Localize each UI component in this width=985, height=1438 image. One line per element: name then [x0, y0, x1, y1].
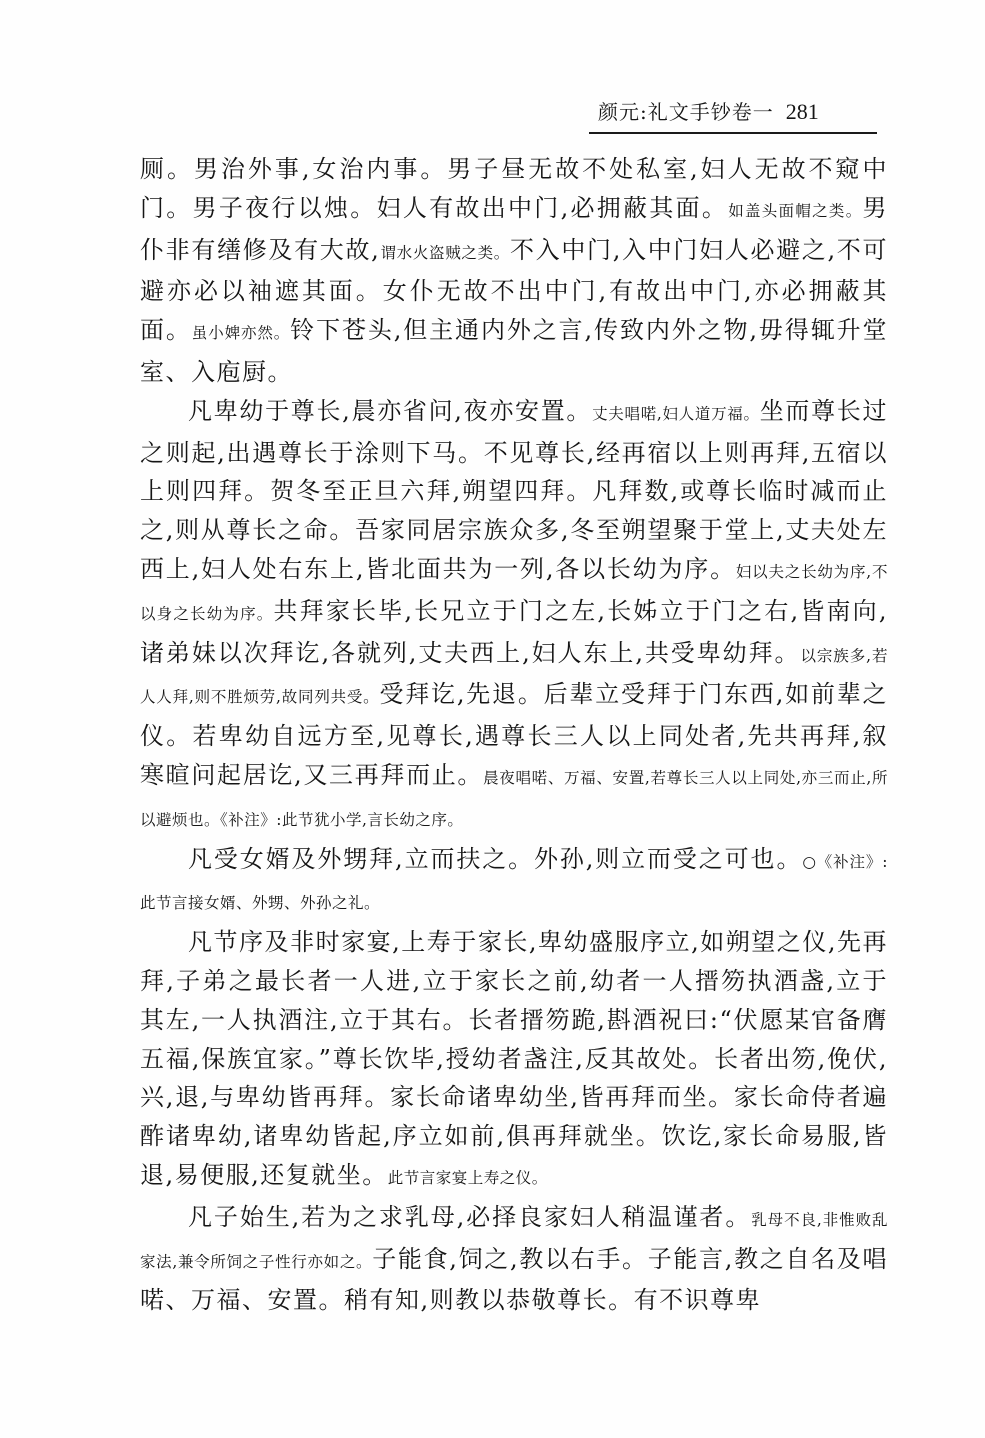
main-text: 凡卑幼于尊长,晨亦省问,夜亦安置。	[188, 396, 593, 425]
main-text: 坐而尊长过之则起,出遇尊长于涂则下马。不见尊长,经再宿以上则再拜,五宿以上则四拜。贺冬至正旦六拜,朔望四拜。凡拜数,或尊长临时减而止之,则从尊长之命。吾家同居宗族众多,冬至朔望聚于堂上,丈夫处左西上,妇人处右东上,皆北面共为一列,各以长幼为序。	[140, 396, 888, 583]
body-text	[140, 150, 888, 1320]
main-text: 凡受女婿及外甥拜,立而扶之。外孙,则立而受之可也。	[188, 844, 803, 873]
paragraph	[140, 1198, 888, 1320]
paragraph	[140, 392, 888, 840]
main-text: 凡节序及非时家宴,上寿于家长,卑幼盛服序立,如朔望之仪,先再拜,子弟之最长者一人进,立于家长之前,幼者一人搢笏执酒盏,立于其左,一人执酒注,立于其右。长者搢笏跪,斟酒祝曰:“伏愿某官备膺五福,保族宜家。”尊长饮毕,授幼者盏注,反其故处。长者出笏,俛伏,兴,退,与卑幼皆再拜。家长命诸卑幼坐,皆再拜而坐。家长命侍者遍酢诸卑幼,诸卑幼皆起,序立如前,俱再拜就坐。饮讫,家长命易服,皆退,易便服,还复就坐。	[140, 928, 888, 1189]
paragraph	[140, 923, 888, 1198]
annotation-note: 以宗族多,若人人拜,则不胜烦劳,故同列共受。	[140, 646, 888, 707]
annotation-note: 妇以夫之长幼为序,不以身之长幼为序。	[140, 562, 888, 623]
main-text: 共拜家长毕,长兄立于门之左,长姊立于门之右,皆南向,诸弟妹以次拜讫,各就列,丈夫西上,妇人东上,共受卑幼拜。	[140, 596, 888, 667]
main-text: 凡子始生,若为之求乳母,必择良家妇人稍温谨者。	[188, 1202, 752, 1231]
header-title: 颜元:礼文手钞卷一	[598, 100, 774, 124]
paragraph	[140, 150, 888, 392]
main-text: 男仆非有缮修及有大故,	[140, 193, 888, 264]
paragraph	[140, 840, 888, 924]
annotation-note: 如盖头面帽之类。	[728, 201, 863, 220]
main-text: 不入中门,入中门妇人必避之,不可避亦必以袖遮其面。女仆无故不出中门,有故出中门,亦必拥蔽其面。	[140, 235, 888, 345]
annotation-note: 晨夜唱喏、万福、安置,若尊长三人以上同处,亦三而止,所以避烦也。《补注》:此节犹小学,言长幼之序。	[140, 768, 888, 829]
page-number: 281	[785, 99, 819, 124]
main-text: 厕。男治外事,女治内事。男子昼无故不处私室,妇人无故不窥中门。男子夜行以烛。妇人有故出中门,必拥蔽其面。	[140, 155, 888, 222]
annotation-note: 此节言家宴上寿之仪。	[387, 1168, 548, 1187]
annotation-note: 谓水火盗贼之类。	[380, 243, 510, 262]
annotation-note: ○《补注》:此节言接女婿、外甥、外孙之礼。	[140, 852, 888, 913]
annotation-note: 乳母不良,非惟败乱家法,兼令所饲之子性行亦如之。	[140, 1210, 888, 1271]
header-rule	[589, 132, 877, 134]
running-header	[598, 96, 858, 136]
annotation-note: 虽小婢亦然。	[191, 324, 291, 343]
main-text: 受拜讫,先退。后辈立受拜于门东西,如前辈之仪。若卑幼自远方至,见尊长,遇尊长三人以上同处者,先共再拜,叙寒暄问起居讫,又三再拜而止。	[140, 680, 888, 789]
main-text: 子能食,饲之,教以右手。子能言,教之自名及唱喏、万福、安置。稍有知,则教以恭敬尊长。有不识尊卑	[140, 1244, 888, 1315]
main-text: 铃下苍头,但主通内外之言,传致内外之物,毋得辄升堂室、入庖厨。	[140, 316, 889, 386]
annotation-note: 丈夫唱喏,妇人道万福。	[592, 404, 760, 423]
